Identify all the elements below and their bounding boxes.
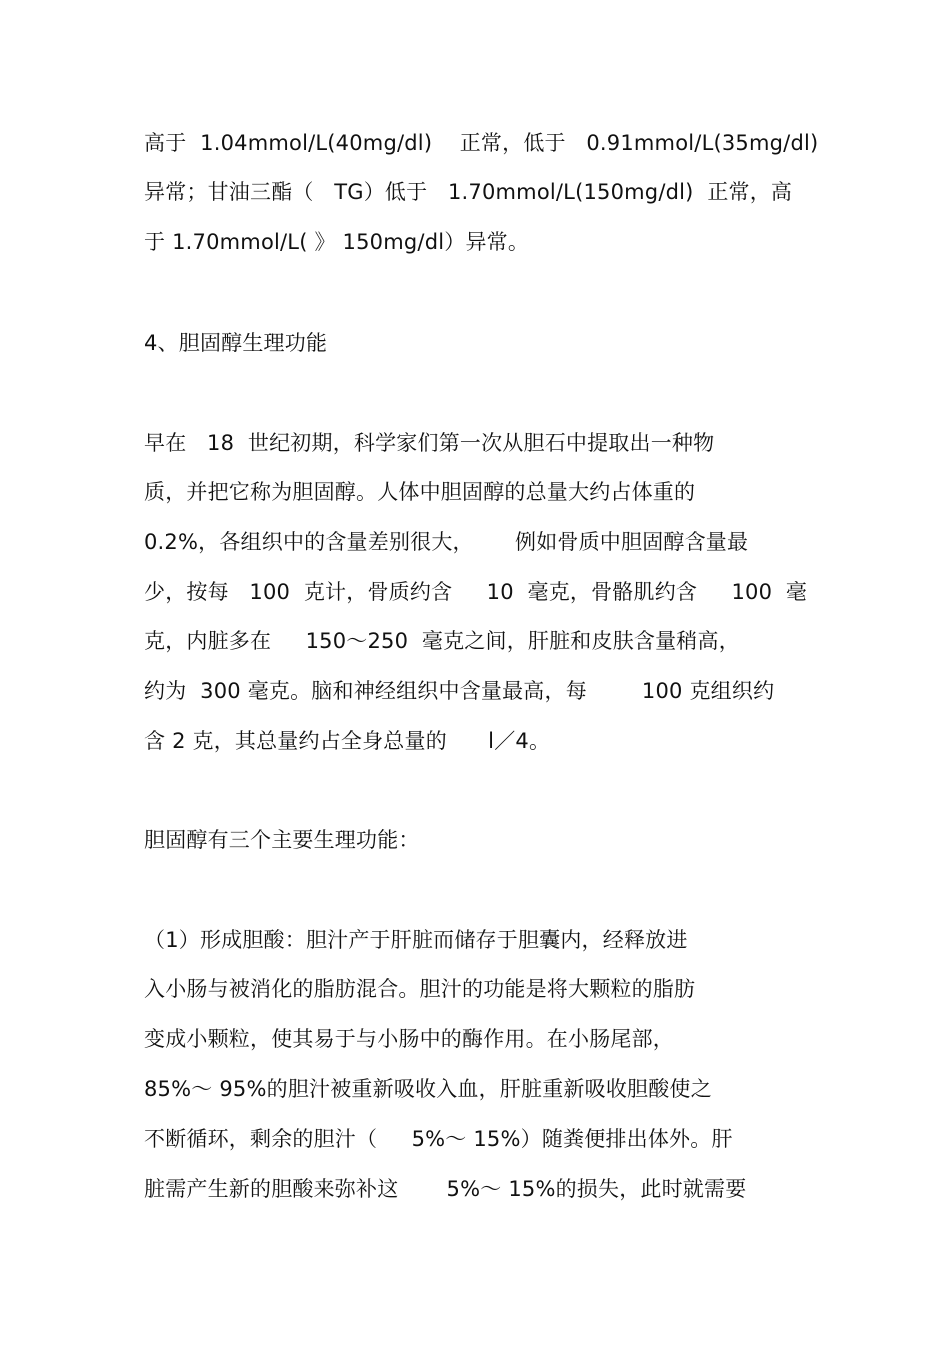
paragraph-intro: 胆固醇有三个主要生理功能：	[144, 828, 420, 852]
text-line: 85%～ 95%的胆汁被重新吸收入血，肝脏重新吸收胆酸使之	[144, 1077, 712, 1101]
text-line: 含 2 克，其总量约占全身总量的 l／4。	[144, 729, 551, 753]
text-line: 于 1.70mmol/L( 》 150mg/dl）异常。	[144, 230, 530, 254]
text-line: 入小肠与被消化的脂肪混合。胆汁的功能是将大颗粒的脂肪	[144, 977, 696, 1001]
text-line: 不断循环，剩余的胆汁（ 5%～ 15%）随粪便排出体外。肝	[144, 1127, 733, 1151]
text-line: 0.2%，各组织中的含量差别很大， 例如骨质中胆固醇含量最	[144, 530, 749, 554]
text-line: 约为 300 毫克。脑和神经组织中含量最高，每 100 克组织约	[144, 679, 775, 703]
text-line: 少，按每 100 克计，骨质约含 10 毫克，骨骼肌约含 100 毫	[144, 580, 808, 604]
section-heading: 4、胆固醇生理功能	[144, 331, 328, 355]
text-line: 脏需产生新的胆酸来弥补这 5%～ 15%的损失，此时就需要	[144, 1177, 747, 1201]
text-line: 高于 1.04mmol/L(40mg/dl) 正常，低于 0.91mmol/L(35mg/dl)	[144, 131, 819, 155]
text-line: 质，并把它称为胆固醇。人体中胆固醇的总量大约占体重的	[144, 480, 696, 504]
text-line: 异常；甘油三酯（ TG）低于 1.70mmol/L(150mg/dl) 正常，高	[144, 180, 793, 204]
text-line: 早在 18 世纪初期，科学家们第一次从胆石中提取出一种物	[144, 431, 715, 455]
text-line: 变成小颗粒，使其易于与小肠中的酶作用。在小肠尾部，	[144, 1027, 674, 1051]
text-line: 克，内脏多在 150～250 毫克之间，肝脏和皮肤含量稍高，	[144, 629, 740, 653]
text-line: （1）形成胆酸：胆汁产于肝脏而储存于胆囊内，经释放进	[144, 928, 688, 952]
